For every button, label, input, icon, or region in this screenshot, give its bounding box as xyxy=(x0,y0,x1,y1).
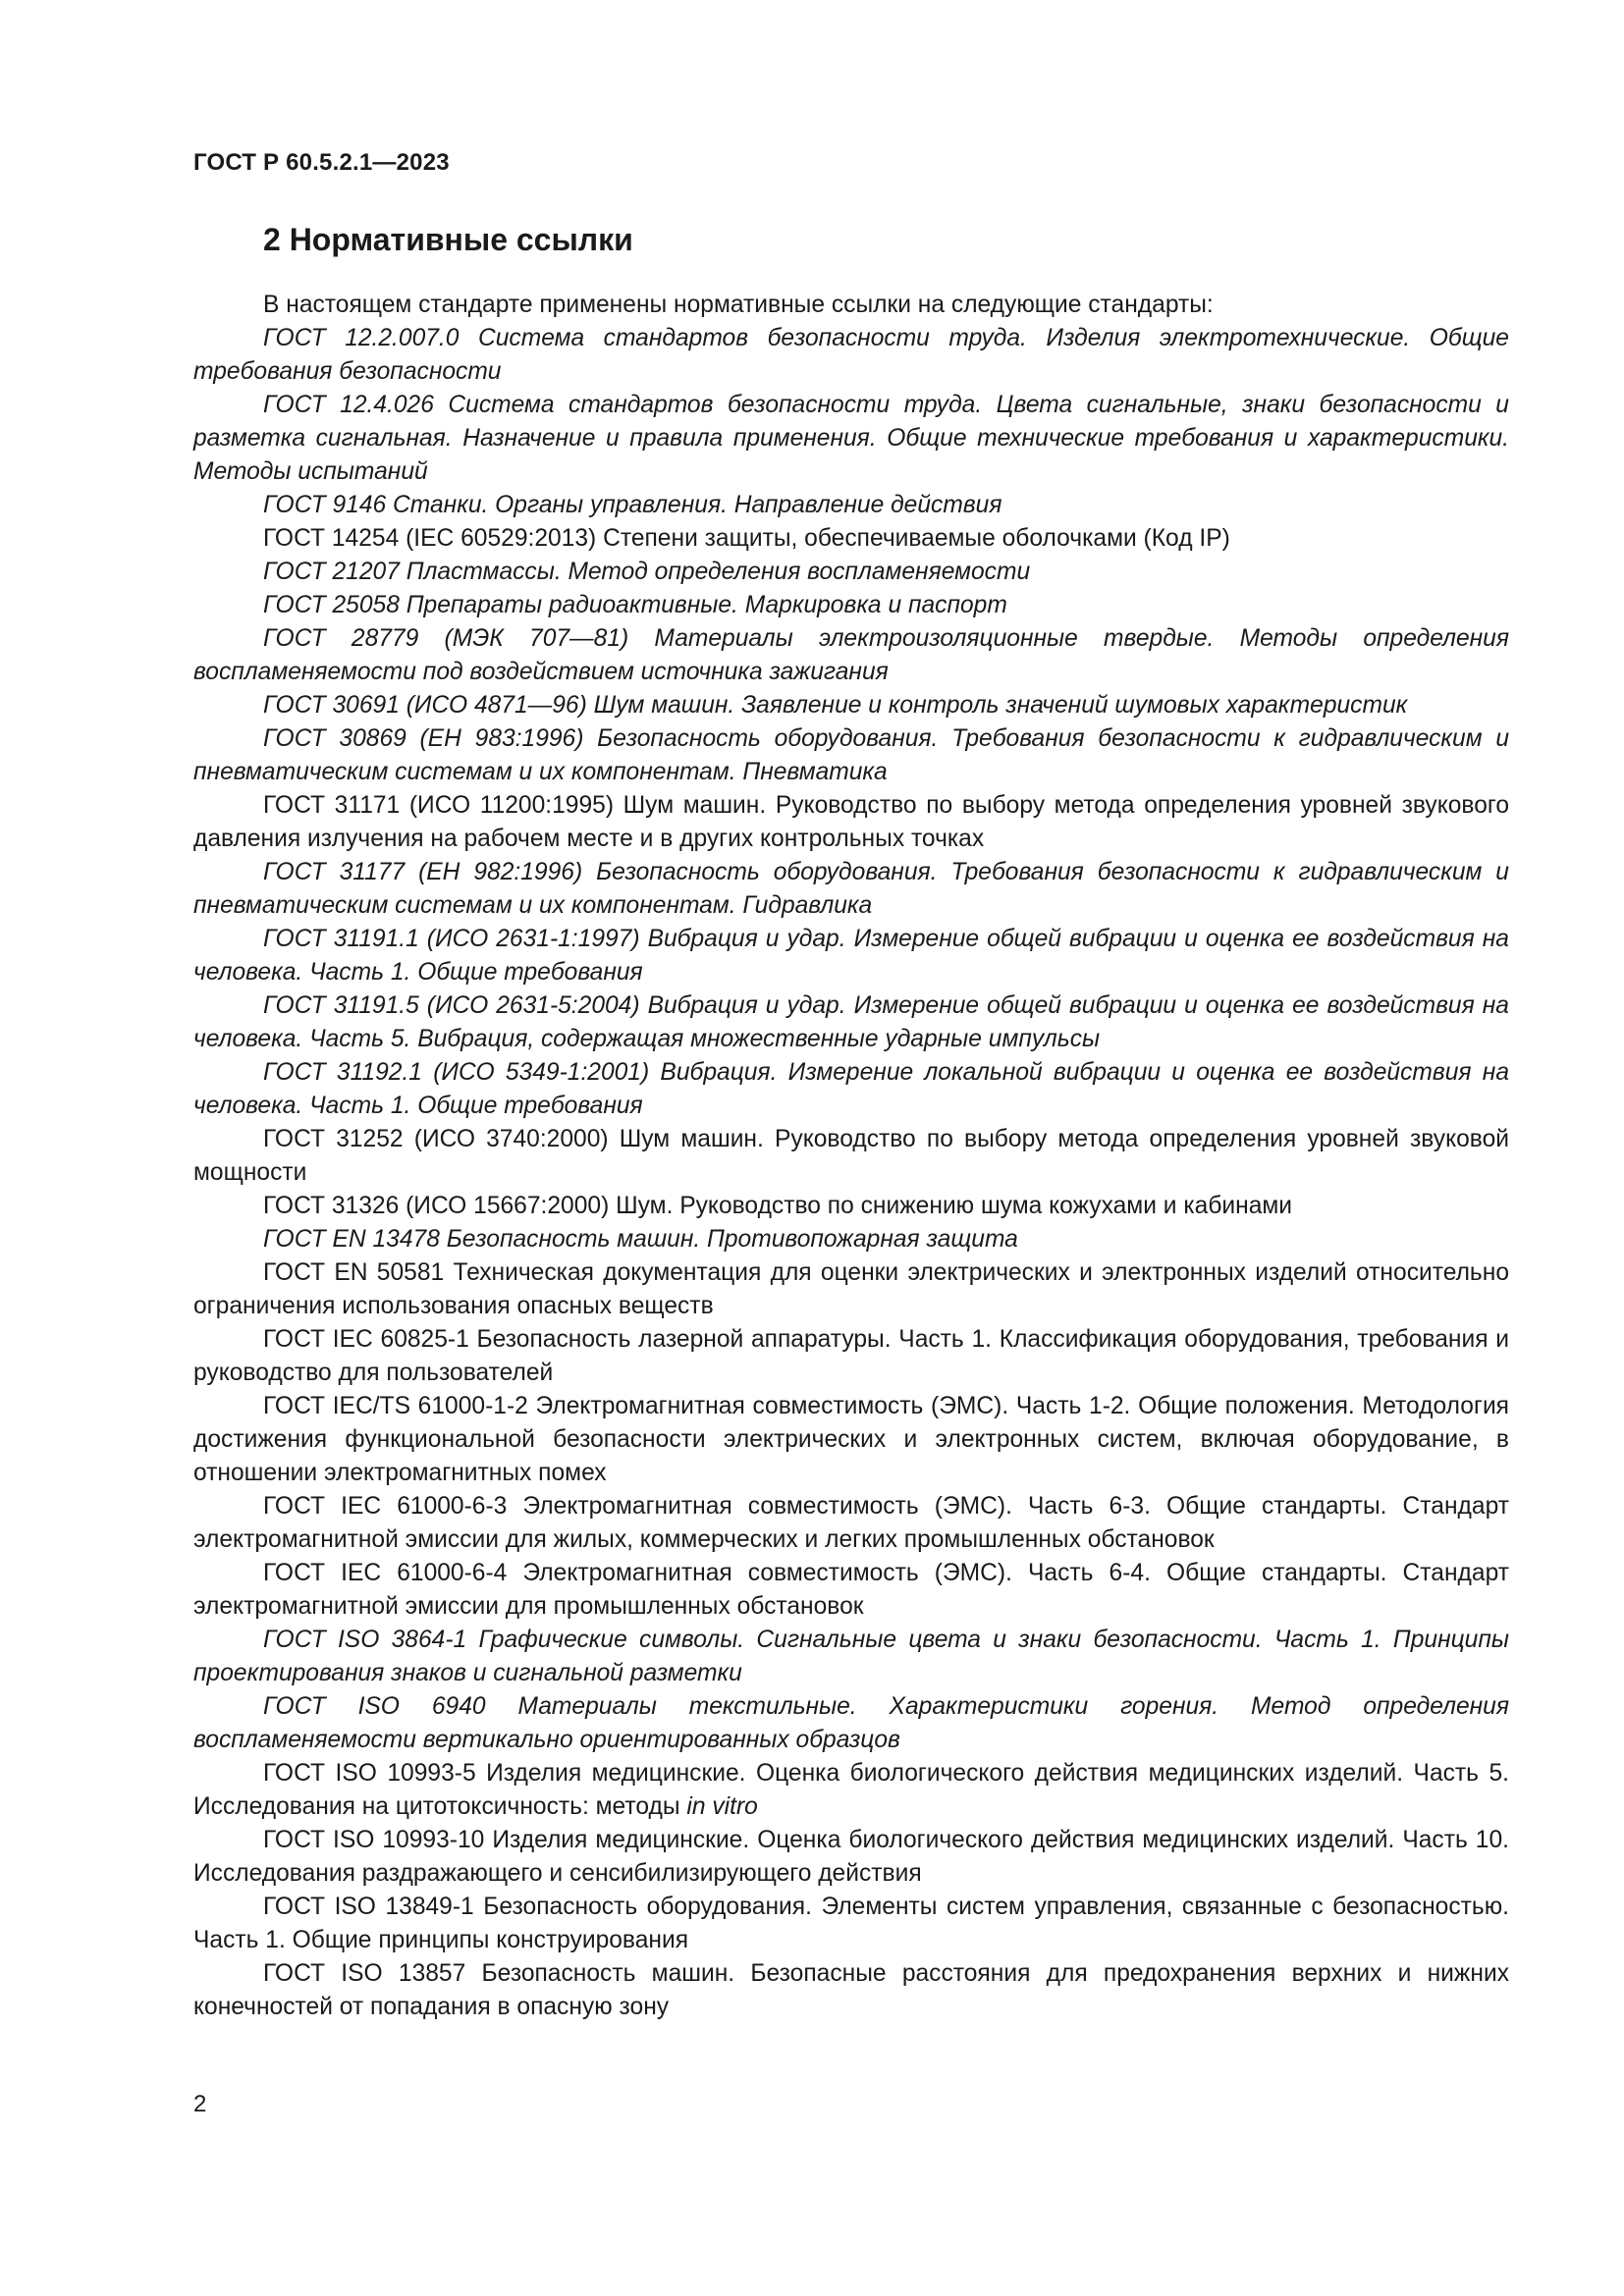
reference-item xyxy=(193,856,1509,923)
reference-item xyxy=(193,1123,1509,1190)
reference-item xyxy=(193,522,1509,556)
reference-item xyxy=(193,789,1509,856)
reference-item xyxy=(193,389,1509,489)
section-title: 2 Нормативные ссылки xyxy=(263,222,633,257)
reference-text: ГОСТ 31191.5 (ИСО 2631-5:2004) Вибрация и удар. Измерение общей вибрации и оценка ее воздействия на человека. Часть 5. Вибрация, содержащая множественные ударные импульсы xyxy=(193,992,1509,1052)
reference-text: ГОСТ EN 50581 Техническая документация для оценки электрических и электронных изделий относительно ограничения использования опасных веществ xyxy=(193,1259,1509,1319)
reference-text: ГОСТ IEC 60825-1 Безопасность лазерной аппаратуры. Часть 1. Классификация оборудования, требования и руководство для пользователей xyxy=(193,1326,1509,1386)
reference-text: ГОСТ 31252 (ИСО 3740:2000) Шум машин. Руководство по выбору метода определения уровней звуковой мощности xyxy=(193,1126,1509,1186)
reference-text: ГОСТ 31191.1 (ИСО 2631-1:1997) Вибрация и удар. Измерение общей вибрации и оценка ее воздействия на человека. Часть 1. Общие требования xyxy=(193,926,1509,986)
reference-text: ГОСТ IEC/TS 61000-1-2 Электромагнитная совместимость (ЭМС). Часть 1-2. Общие положения. Методология достижения функциональной безопасности электрических и электронных систем, включая оборудование, в отношении электромагнитных помех xyxy=(193,1393,1509,1486)
reference-text: ГОСТ IEC 61000-6-4 Электромагнитная совместимость (ЭМС). Часть 6-4. Общие стандарты. Стандарт электромагнитной эмиссии для промышленных обстановок xyxy=(193,1560,1509,1620)
reference-item xyxy=(193,722,1509,789)
reference-item xyxy=(193,489,1509,522)
reference-text: ГОСТ 30691 (ИСО 4871—96) Шум машин. Заявление и контроль значений шумовых характеристик xyxy=(263,692,1408,719)
reference-text: ГОСТ 12.4.026 Система стандартов безопасности труда. Цвета сигнальные, знаки безопасности и разметка сигнальная. Назначение и правила применения. Общие технические требования и характеристики. Методы испытаний xyxy=(193,392,1509,485)
reference-text: ГОСТ 21207 Пластмассы. Метод определения воспламеняемости xyxy=(263,559,1031,585)
reference-item xyxy=(193,1557,1509,1624)
reference-item xyxy=(193,1256,1509,1323)
document-code-header: ГОСТ Р 60.5.2.1—2023 xyxy=(193,149,450,176)
reference-list xyxy=(193,322,1509,2024)
reference-item xyxy=(193,1957,1509,2024)
reference-text: ГОСТ 14254 (IEC 60529:2013) Степени защиты, обеспечиваемые оболочками (Код IP) xyxy=(263,525,1230,552)
reference-item xyxy=(193,1824,1509,1891)
reference-item xyxy=(193,1757,1509,1824)
references-body xyxy=(193,289,1509,2024)
reference-item xyxy=(193,589,1509,622)
reference-item xyxy=(193,923,1509,989)
reference-text: ГОСТ 31177 (ЕН 982:1996) Безопасность оборудования. Требования безопасности к гидравлическим и пневматическим системам и их компонентам. Гидравлика xyxy=(193,859,1509,919)
reference-item xyxy=(193,1223,1509,1256)
reference-text: ГОСТ 30869 (ЕН 983:1996) Безопасность оборудования. Требования безопасности к гидравлическим и пневматическим системам и их компонентам. Пневматика xyxy=(193,725,1509,785)
reference-text: ГОСТ IEC 61000-6-3 Электромагнитная совместимость (ЭМС). Часть 6-3. Общие стандарты. Стандарт электромагнитной эмиссии для жилых, коммерческих и легких промышленных обстановок xyxy=(193,1493,1509,1553)
reference-text: ГОСТ 31192.1 (ИСО 5349-1:2001) Вибрация. Измерение локальной вибрации и оценка ее воздействия на человека. Часть 1. Общие требования xyxy=(193,1059,1509,1119)
reference-text: ГОСТ ISO 3864-1 Графические символы. Сигнальные цвета и знаки безопасности. Часть 1. Принципы проектирования знаков и сигнальной разметки xyxy=(193,1627,1509,1686)
reference-italic-tail: in vitro xyxy=(686,1793,758,1820)
reference-text: ГОСТ 12.2.007.0 Система стандартов безопасности труда. Изделия электротехнические. Общие требования безопасности xyxy=(193,325,1509,385)
reference-text: ГОСТ ISO 13849-1 Безопасность оборудования. Элементы систем управления, связанные с безопасностью. Часть 1. Общие принципы конструирования xyxy=(193,1894,1509,1953)
reference-item xyxy=(193,1390,1509,1490)
reference-item xyxy=(193,1891,1509,1957)
reference-item xyxy=(193,1323,1509,1390)
reference-text: ГОСТ ISO 13857 Безопасность машин. Безопасные расстояния для предохранения верхних и нижних конечностей от попадания в опасную зону xyxy=(193,1960,1509,2020)
reference-item xyxy=(193,1690,1509,1757)
reference-item xyxy=(193,689,1509,722)
reference-text: ГОСТ 25058 Препараты радиоактивные. Маркировка и паспорт xyxy=(263,592,1007,618)
reference-item xyxy=(193,322,1509,389)
reference-item xyxy=(193,1190,1509,1223)
reference-item xyxy=(193,1624,1509,1690)
reference-text: ГОСТ 31326 (ИСО 15667:2000) Шум. Руководство по снижению шума кожухами и кабинами xyxy=(263,1193,1293,1219)
page-number: 2 xyxy=(193,2091,207,2117)
reference-text: ГОСТ 9146 Станки. Органы управления. Направление действия xyxy=(263,492,1002,518)
reference-text: ГОСТ 28779 (МЭК 707—81) Материалы электроизоляционные твердые. Методы определения воспламеняемости под воздействием источника зажигания xyxy=(193,625,1509,685)
reference-item xyxy=(193,1490,1509,1557)
reference-text: ГОСТ ISO 10993-10 Изделия медицинские. Оценка биологического действия медицинских изделий. Часть 10. Исследования раздражающего и сенсибилизирующего действия xyxy=(193,1827,1509,1887)
reference-text: ГОСТ ISO 10993-5 Изделия медицинские. Оценка биологического действия медицинских изделий. Часть 5. Исследования на цитотоксичность: методы xyxy=(193,1760,1509,1820)
intro-paragraph: В настоящем стандарте применены нормативные ссылки на следующие стандарты: xyxy=(263,292,1214,318)
reference-text: ГОСТ 31171 (ИСО 11200:1995) Шум машин. Руководство по выбору метода определения уровней звукового давления излучения на рабочем месте и в других контрольных точках xyxy=(193,792,1509,852)
reference-text: ГОСТ EN 13478 Безопасность машин. Противопожарная защита xyxy=(263,1226,1018,1253)
reference-item xyxy=(193,556,1509,589)
reference-item xyxy=(193,989,1509,1056)
reference-text: ГОСТ ISO 6940 Материалы текстильные. Характеристики горения. Метод определения воспламеняемости вертикально ориентированных образцов xyxy=(193,1693,1509,1753)
reference-item xyxy=(193,622,1509,689)
reference-item xyxy=(193,1056,1509,1123)
